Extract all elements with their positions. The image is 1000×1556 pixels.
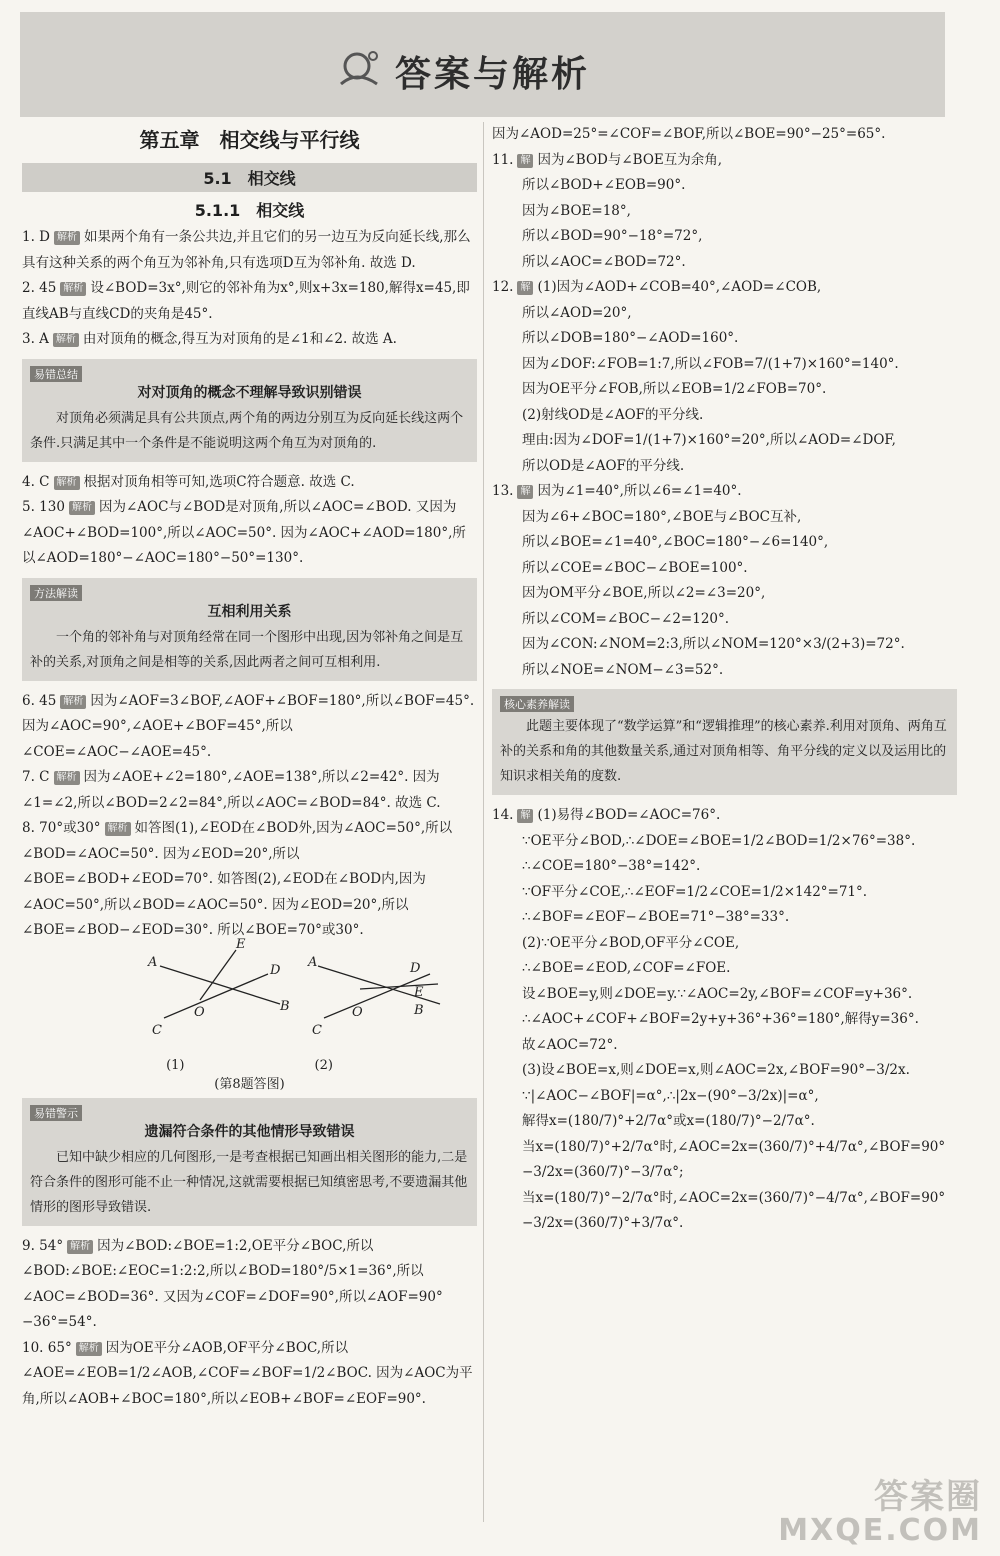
answer-text: (1)因为∠AOD+∠COB=40°,∠AOD=∠COB, (537, 279, 822, 295)
analysis-tag: 解析 (76, 1342, 102, 1356)
answer-line (492, 224, 957, 250)
answer-line (492, 173, 957, 199)
answer-item (22, 276, 477, 327)
answer-text: (2)∵OE平分∠BOD,OF平分∠COE, (522, 934, 740, 951)
answer-text: 当x=(180/7)°+2/7α°时,∠AOC=2x=(360/7)°+4/7α°,∠BOF=90°−3/2x=(360/7)°−3/7α°; (522, 1138, 946, 1180)
label-b1: B (279, 998, 290, 1014)
answer-line (492, 1186, 957, 1237)
answer-number: 4. C (22, 473, 50, 490)
label-a1: A (147, 954, 157, 970)
warning-note (22, 1098, 477, 1226)
answer-text: 解得x=(180/7)°+2/7α°或x=(180/7)°−2/7α°. (522, 1113, 815, 1129)
answer-text: 所以∠COM=∠BOC−∠2=120°. (522, 610, 730, 627)
answer-item (22, 327, 477, 353)
answer-text: 因为∠1=40°,所以∠6=∠1=40°. (537, 483, 742, 499)
answer-text: (1)易得∠BOD=∠AOC=76°. (537, 807, 721, 823)
answer-item (22, 225, 477, 276)
answer-line (492, 632, 957, 658)
answer-text: 因为∠AOC与∠BOD是对顶角,所以∠AOC=∠BOD. 又因为∠AOC+∠BOD=100°,所以∠AOC=50°. 因为∠AOC+∠AOD=180°,所以∠AOD=180°−∠AOC=180°−50°=130°. (22, 499, 466, 566)
analysis-tag: 解析 (54, 771, 80, 785)
answer-item (22, 765, 477, 816)
answer-item (22, 470, 477, 496)
right-column (492, 122, 957, 1237)
answer-text: ∴∠BOF=∠EOF−∠BOE=71°−38°=33°. (522, 909, 790, 925)
analysis-tag: 解析 (67, 1240, 93, 1254)
label-d2: D (409, 960, 420, 976)
note-tag: 核心素养解读 (500, 696, 574, 712)
note-title: 互相利用关系 (207, 603, 292, 620)
answer-line (492, 326, 957, 352)
label-c1: C (151, 1022, 162, 1038)
solution-tag: 解 (517, 485, 533, 499)
answer-line (492, 956, 957, 982)
answer-number: 2. 45 (22, 280, 57, 296)
answer-text: 如答图(1),∠EOD在∠BOD外,因为∠AOC=50°,所以∠BOD=∠AOC=50°. 因为∠EOD=20°,所以∠BOE=∠BOD+∠EOD=70°. 如答图(2),∠EOD在∠BOD内,因为∠AOC=50°,所以∠BOD=∠AOC=50°. 因为∠EOD=20°,所以∠BOE=∠BOD−∠EOD=30°. 所以∠BOE=70°或30°. (22, 820, 453, 938)
answer-text: 因为OE平分∠FOB,所以∠EOB=1/2∠FOB=70°. (522, 381, 827, 397)
answer-line (492, 275, 957, 301)
answer-text: 因为∠AOE+∠2=180°,∠AOE=138°,所以∠2=42°. 因为∠1=∠2,所以∠BOD=2∠2=84°,所以∠AOC=∠BOD=84°. 故选 C. (22, 769, 441, 811)
answer-text: 所以∠DOB=180°−∠AOD=160°. (522, 330, 739, 346)
answer-text: (3)设∠BOE=x,则∠DOE=x,则∠AOC=2x,∠BOF=90°−3/2x. (522, 1062, 910, 1078)
answer-line (492, 1007, 957, 1033)
label-d1: D (269, 962, 280, 978)
answer-text: 因为∠6+∠BOC=180°,∠BOE与∠BOC互补, (522, 508, 802, 525)
answer-text: 故∠AOC=72°. (522, 1036, 618, 1053)
answer-line (492, 1033, 957, 1059)
analysis-tag: 解析 (54, 231, 80, 245)
angle-diagrams (80, 936, 424, 1054)
answer-line (492, 148, 957, 174)
note-body: 已知中缺少相应的几何图形,一是考查根据已知画出相关图形的能力,二是符合条件的图形可能不止一种情况,这就需要根据已知缜密思考,不要遗漏其他情形的图形导致错误. (30, 1149, 468, 1215)
answer-line (492, 250, 957, 276)
answer-number: 10. 65° (22, 1339, 72, 1356)
note-tag: 方法解读 (30, 585, 82, 601)
left-column (22, 122, 477, 1412)
answer-text: 所以∠BOD+∠EOB=90°. (522, 177, 686, 193)
answer-text: ∵OE平分∠BOD,∴∠DOE=∠BOE=1/2∠BOD=1/2×76°=38°. (522, 832, 916, 849)
solution-tag: 解 (517, 154, 533, 168)
error-summary-note (22, 359, 477, 462)
answer-number: 5. 130 (22, 499, 65, 515)
answer-text: ∴∠AOC+∠COF+∠BOF=2y+y+36°+36°=180°,解得y=36°. (522, 1011, 919, 1027)
answer-line (492, 658, 957, 684)
answer-line (492, 454, 957, 480)
section-title: 5.1 相交线 (22, 163, 477, 192)
answer-line (492, 301, 957, 327)
answer-text: 所以∠AOC=∠BOD=72°. (522, 253, 686, 270)
watermark-line2: MXQE.COM (778, 1513, 982, 1548)
solution-tag: 解 (517, 809, 533, 823)
note-tag: 易错总结 (30, 366, 82, 382)
figure-q8 (22, 936, 477, 1092)
answer-text: 所以OD是∠AOF的平分线. (522, 457, 685, 474)
analysis-tag: 解析 (60, 282, 86, 296)
figure-caption-2: (2) (314, 1057, 333, 1073)
column-divider (483, 122, 484, 1522)
answer-line (492, 377, 957, 403)
analysis-tag: 解析 (60, 695, 86, 709)
answer-line (492, 581, 957, 607)
note-title: 遗漏符合条件的其他情形导致错误 (144, 1123, 355, 1140)
answer-text: 因为∠CON:∠NOM=2:3,所以∠NOM=120°×3/(2+3)=72°. (522, 636, 905, 652)
label-b2: B (413, 1002, 424, 1018)
answer-line (492, 982, 957, 1008)
note-title: 对对顶角的概念不理解导致识别错误 (137, 384, 362, 401)
answer-text: ∵OF平分∠COE,∴∠EOF=1/2∠COE=1/2×142°=71°. (522, 883, 868, 900)
answer-item (22, 816, 477, 944)
answer-item (22, 1234, 477, 1336)
answer-text: 理由:因为∠DOF=1/(1+7)×160°=20°,所以∠AOD=∠DOF, (522, 432, 896, 448)
answer-item (22, 1336, 477, 1413)
answer-text: 根据对顶角相等可知,选项C符合题意. 故选 C. (83, 473, 355, 490)
note-body: 对顶角必须满足具有公共顶点,两个角的两边分别互为反向延长线这两个条件.只满足其中一个条件是不能说明这两个角互为对顶角的. (30, 410, 464, 451)
answer-item (22, 495, 477, 572)
label-a2: A (307, 954, 317, 970)
answer-text: 因为OE平分∠AOB,OF平分∠BOC,所以∠AOE=∠EOB=1/2∠AOB,∠COF=∠BOF=1/2∠BOC. 因为∠AOC为平角,所以∠AOB+∠BOC=180°,所以∠EOB+∠BOF=∠EOF=90°. (22, 1339, 473, 1407)
answer-text: ∵|∠AOC−∠BOF|=α°,∴|2x−(90°−3/2x)|=α°, (522, 1087, 819, 1104)
answer-text: ∴∠COE=180°−38°=142°. (522, 858, 701, 874)
note-body: 一个角的邻补角与对顶角经常在同一个图形中出现,因为邻补角之间是互补的关系,对顶角之间是相等的关系,因此两者之间可互相利用. (30, 629, 464, 670)
cloud-icon (337, 48, 383, 88)
answer-text: 因为∠BOD与∠BOE互为余角, (537, 151, 723, 168)
answer-line (492, 1109, 957, 1135)
answer-line (492, 607, 957, 633)
answer-text: 所以∠AOD=20°, (522, 304, 632, 321)
label-e1: E (235, 936, 245, 952)
answer-line (492, 1135, 957, 1186)
figure-caption: (第8题答图) (214, 1076, 285, 1092)
watermark (778, 1477, 982, 1548)
answer-text: ∴∠BOE=∠EOD,∠COF=∠FOE. (522, 960, 731, 976)
answer-number: 13. (492, 483, 514, 499)
answer-text: 因为OM平分∠BOE,所以∠2=∠3=20°, (522, 585, 766, 601)
answer-line (492, 854, 957, 880)
diagram-1 (160, 950, 280, 1018)
label-o2: O (351, 1004, 363, 1020)
method-note (22, 578, 477, 681)
label-e2: E (413, 984, 423, 1000)
answer-item (22, 689, 477, 766)
analysis-tag: 解析 (69, 501, 95, 515)
note-body: 此题主要体现了“数学运算”和“逻辑推理”的核心素养.利用对顶角、两角互补的关系和角的其他数量关系,通过对顶角相等、角平分线的定义以及运用比的知识求相关角的度数. (500, 719, 947, 784)
answer-line (492, 931, 957, 957)
answer-line (492, 880, 957, 906)
analysis-tag: 解析 (54, 476, 80, 490)
answer-number: 1. D (22, 229, 50, 245)
answer-text: 因为∠AOF=3∠BOF,∠AOF+∠BOF=180°,所以∠BOF=45°. 因为∠AOC=90°,∠AOE+∠BOF=45°,所以∠COE=∠AOC−∠AOE=45°. (22, 692, 475, 760)
answer-text: 因为∠BOD:∠BOE=1:2,OE平分∠BOC,所以∠BOD:∠BOE:∠EOC=1:2:2,所以∠BOD=180°/5×1=36°,所以∠AOC=∠BOD=36°. 又因为∠COF=∠DOF=90°,所以∠AOF=90°−36°=54°. (22, 1237, 443, 1330)
solution-tag: 解 (517, 281, 533, 295)
watermark-line1: 答案圈 (874, 1477, 982, 1517)
core-literacy-note (492, 689, 957, 795)
answer-number: 12. (492, 279, 514, 295)
answer-text: 所以∠NOE=∠NOM−∠3=52°. (522, 661, 724, 678)
answer-line (492, 428, 957, 454)
answer-line (492, 199, 957, 225)
answer-line (492, 1084, 957, 1110)
analysis-tag: 解析 (105, 822, 131, 836)
answer-line: 因为∠AOD=25°=∠COF=∠BOF,所以∠BOE=90°−25°=65°. (492, 126, 886, 142)
answer-number: 7. C (22, 769, 50, 785)
answer-number: 6. 45 (22, 692, 57, 709)
label-c2: C (311, 1022, 322, 1038)
answer-text: 由对顶角的概念,得互为对顶角的是∠1和∠2. 故选 A. (82, 331, 397, 347)
answer-number: 14. (492, 807, 514, 823)
answer-text: 所以∠BOD=90°−18°=72°, (522, 228, 703, 244)
answer-text: 设∠BOE=y,则∠DOE=y.∵∠AOC=2y,∠BOF=∠COF=y+36°. (522, 985, 913, 1002)
answer-text: 设∠BOD=3x°,则它的邻补角为x°,则x+3x=180,解得x=45,即直线AB与直线CD的夹角是45°. (22, 280, 470, 322)
answer-line (492, 530, 957, 556)
answer-line (492, 829, 957, 855)
subsection-title: 5.1.1 相交线 (194, 201, 305, 220)
answer-line (492, 403, 957, 429)
answer-text: 如果两个角有一条公共边,并且它们的另一边互为反向延长线,那么具有这种关系的两个角互为邻补角,只有选项D互为邻补角. 故选 D. (22, 229, 471, 271)
answer-line (492, 352, 957, 378)
answer-number: 11. (492, 151, 514, 168)
answer-line (492, 905, 957, 931)
figure-caption-1: (1) (166, 1057, 185, 1073)
answer-line (492, 803, 957, 829)
answer-number: 8. 70°或30° (22, 820, 101, 836)
analysis-tag: 解析 (53, 333, 79, 347)
answer-text: 因为∠DOF:∠FOB=1:7,所以∠FOB=7/(1+7)×160°=140°. (522, 355, 899, 372)
answer-text: 所以∠BOE=∠1=40°,∠BOC=180°−∠6=140°, (522, 534, 829, 550)
answer-number: 9. 54° (22, 1237, 64, 1254)
answer-line (492, 556, 957, 582)
label-o1: O (193, 1004, 205, 1020)
answer-text: (2)射线OD是∠AOF的平分线. (522, 406, 704, 423)
answer-text: 因为∠BOE=18°, (522, 202, 631, 219)
answer-line (492, 505, 957, 531)
answer-line (492, 479, 957, 505)
chapter-title: 第五章 相交线与平行线 (139, 128, 360, 152)
note-tag: 易错警示 (30, 1105, 82, 1121)
answer-line (492, 1058, 957, 1084)
answer-text: 所以∠COE=∠BOC−∠BOE=100°. (522, 559, 748, 576)
answer-number: 3. A (22, 331, 49, 347)
page-title: 答案与解析 (395, 54, 591, 95)
answer-text: 当x=(180/7)°−2/7α°时,∠AOC=2x=(360/7)°−4/7α°,∠BOF=90°−3/2x=(360/7)°+3/7α°. (522, 1189, 946, 1231)
